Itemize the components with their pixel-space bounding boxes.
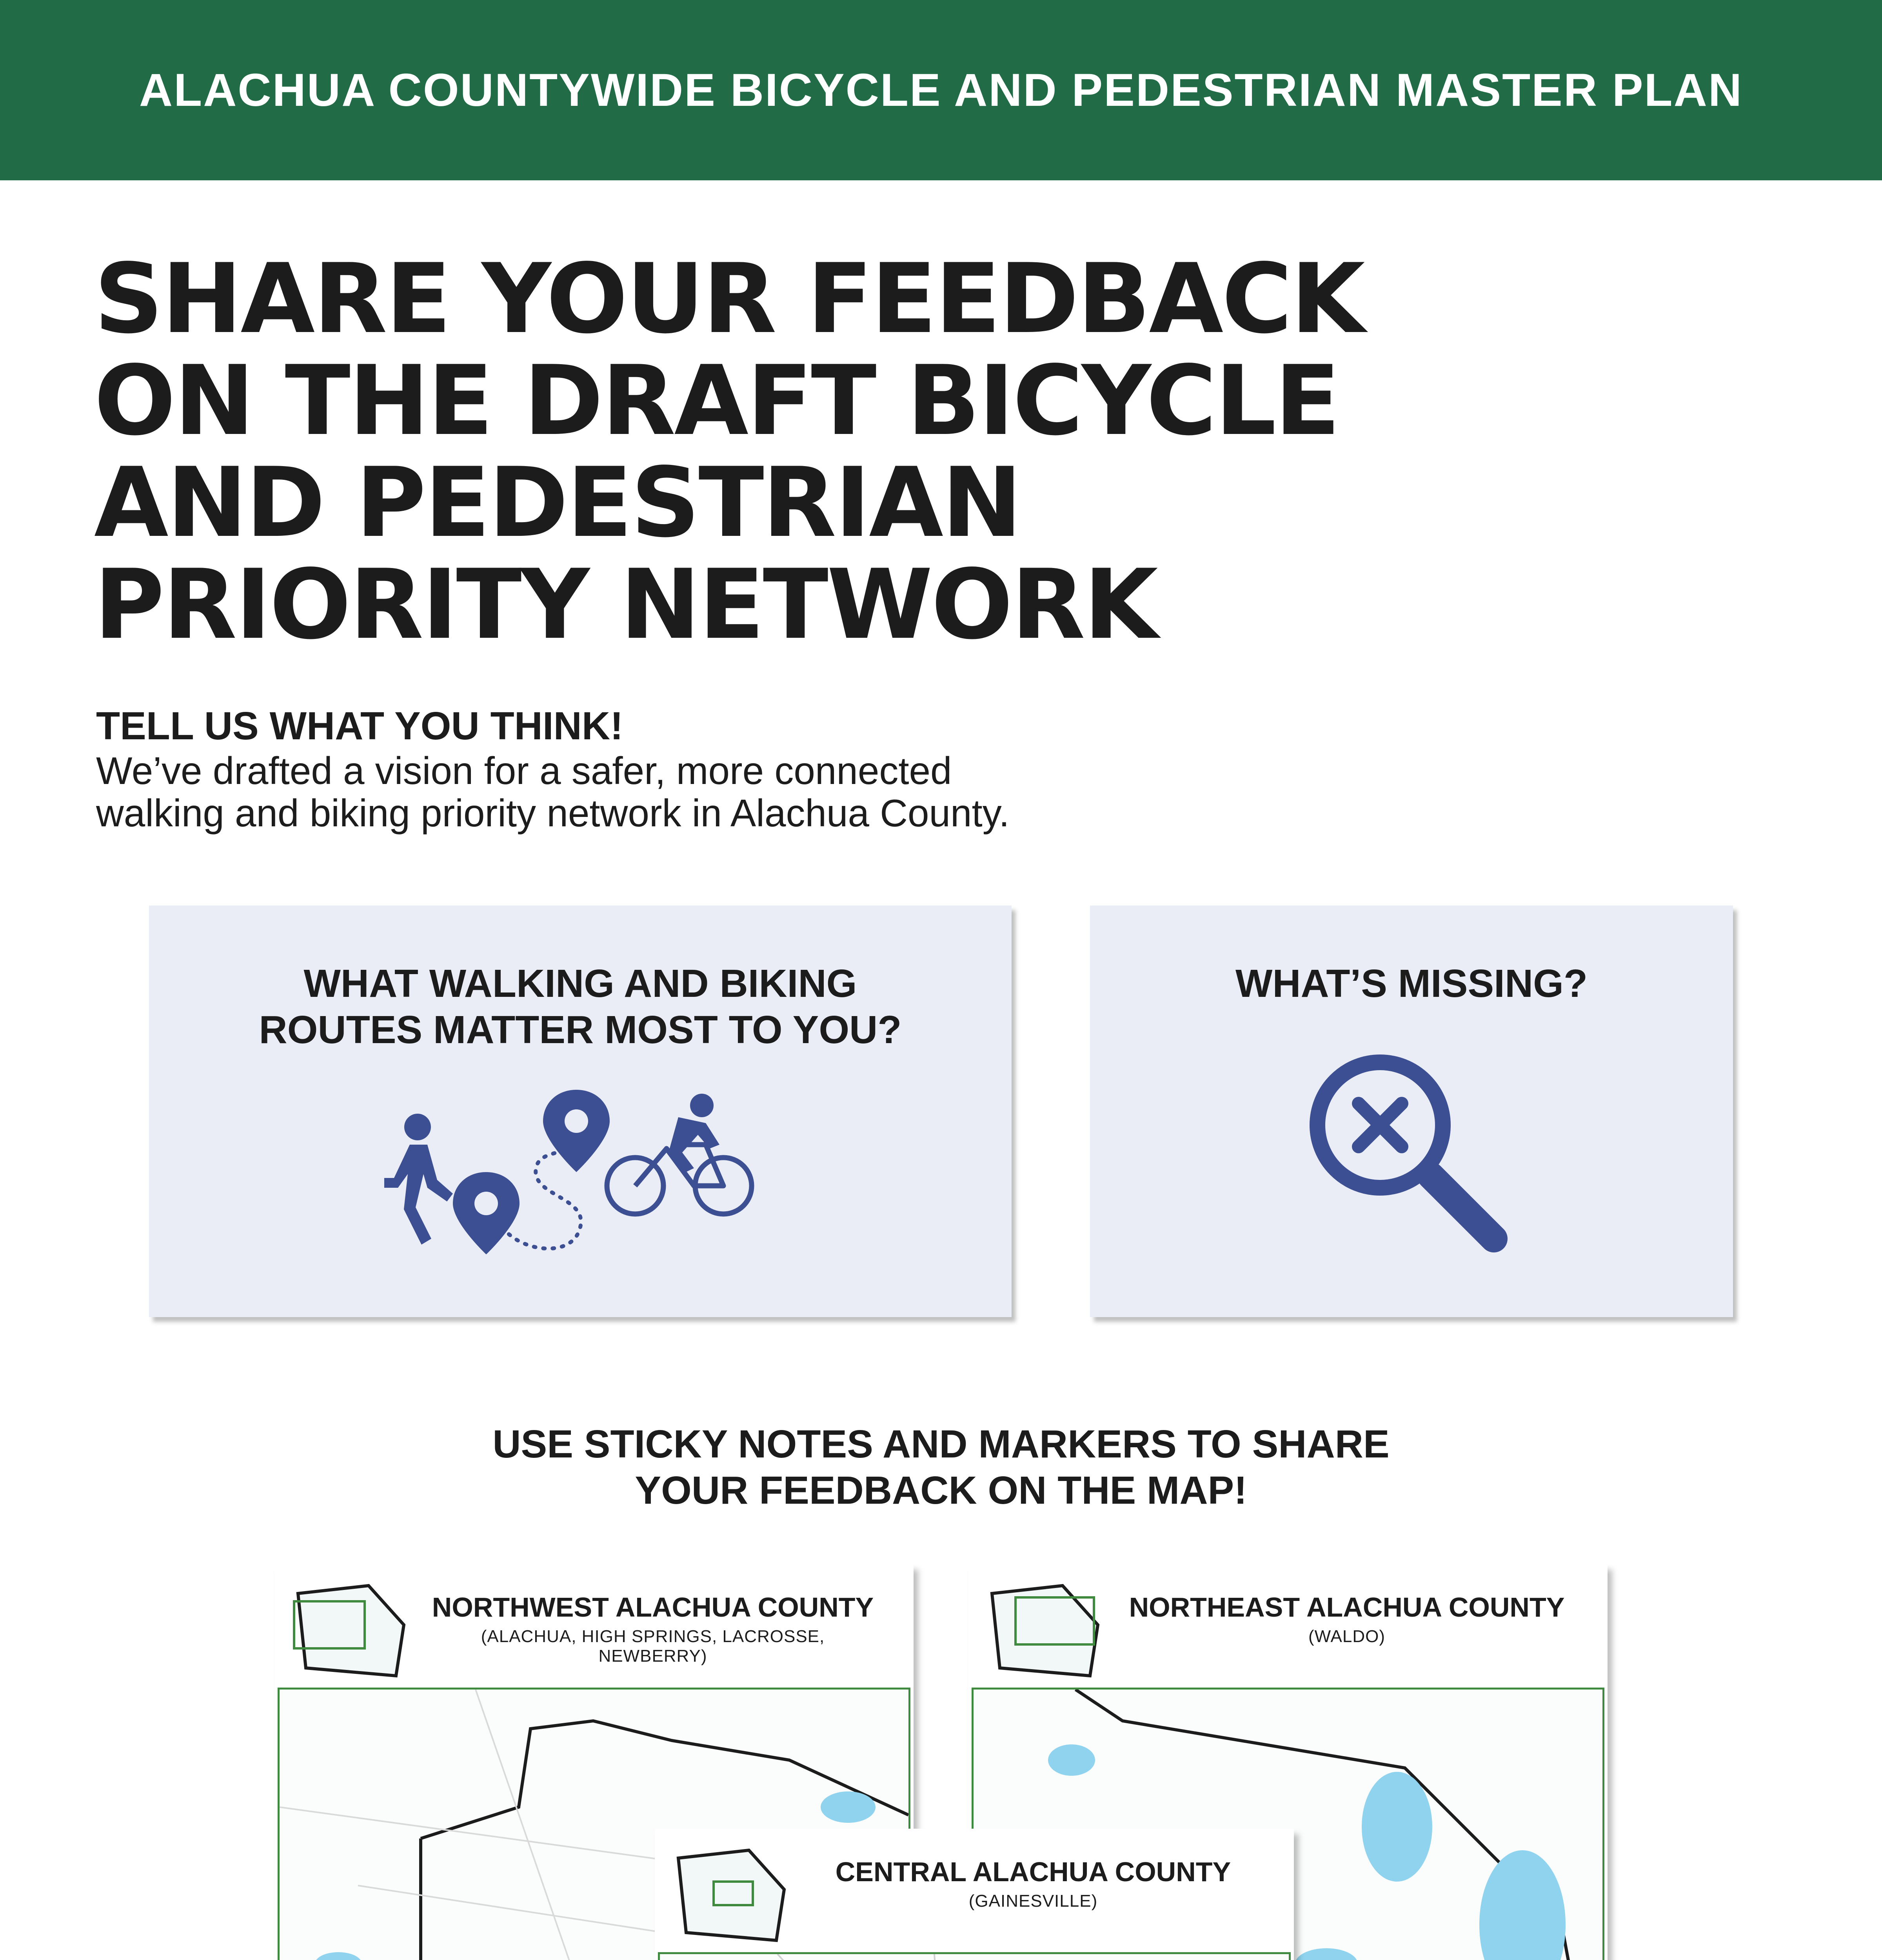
headline-line-2: ON THE DRAFT BICYCLE xyxy=(94,345,1339,457)
routes-card-title-line-1: WHAT WALKING AND BIKING xyxy=(303,962,857,1005)
headline-line-4: PRIORITY NETWORK xyxy=(94,549,1157,661)
map-instruction-line-2: YOUR FEEDBACK ON THE MAP! xyxy=(635,1468,1247,1512)
map-panel-central xyxy=(655,1829,1294,1960)
map-title-central: CENTRAL ALACHUA COUNTY xyxy=(835,1857,1231,1887)
map-title-northeast: NORTHEAST ALACHUA COUNTY xyxy=(1129,1592,1565,1622)
magnifier-x-icon xyxy=(1302,1047,1521,1266)
location-pin-icon xyxy=(453,1172,520,1254)
map-subtitle-northwest: (ALACHUA, HIGH SPRINGS, LACROSSE, NEWBERRY) xyxy=(481,1627,825,1666)
county-locator-icon xyxy=(290,1578,408,1680)
bicycle-rider-icon xyxy=(607,1094,752,1214)
county-locator-icon xyxy=(670,1842,788,1944)
map-subtitle-northeast: (WALDO) xyxy=(1308,1627,1386,1646)
plan-title: ALACHUA COUNTYWIDE BICYCLE AND PEDESTRIAN MASTER PLAN xyxy=(139,64,1743,116)
map-instruction-line-1: USE STICKY NOTES AND MARKERS TO SHARE xyxy=(492,1422,1390,1466)
pedestrian-icon xyxy=(384,1114,453,1245)
intro-body-line-2: walking and biking priority network in Alachua County. xyxy=(96,791,1010,835)
routes-illustration xyxy=(369,1090,800,1266)
county-locator-icon xyxy=(984,1578,1102,1680)
map-area-central[interactable] xyxy=(658,1952,1291,1960)
missing-card-title: WHAT’S MISSING? xyxy=(1235,962,1588,1005)
intro-body-line-1: We’ve drafted a vision for a safer, more connected xyxy=(96,749,952,792)
map-instruction xyxy=(235,1421,1647,1514)
routes-card xyxy=(149,906,1012,1317)
intro-title: TELL US WHAT YOU THINK! xyxy=(96,704,623,748)
routes-card-title-line-2: ROUTES MATTER MOST TO YOU? xyxy=(259,1008,902,1052)
headline-line-3: AND PEDESTRIAN xyxy=(94,447,1021,559)
location-pin-icon xyxy=(543,1090,610,1172)
headline-line-1: SHARE YOUR FEEDBACK xyxy=(94,243,1364,355)
map-subtitle-central: (GAINESVILLE) xyxy=(968,1891,1098,1911)
intro-body xyxy=(96,750,1351,834)
missing-card xyxy=(1090,906,1733,1317)
header-banner xyxy=(0,0,1882,180)
map-title-northwest: NORTHWEST ALACHUA COUNTY xyxy=(432,1592,874,1622)
routes-card-title xyxy=(149,960,1012,1053)
